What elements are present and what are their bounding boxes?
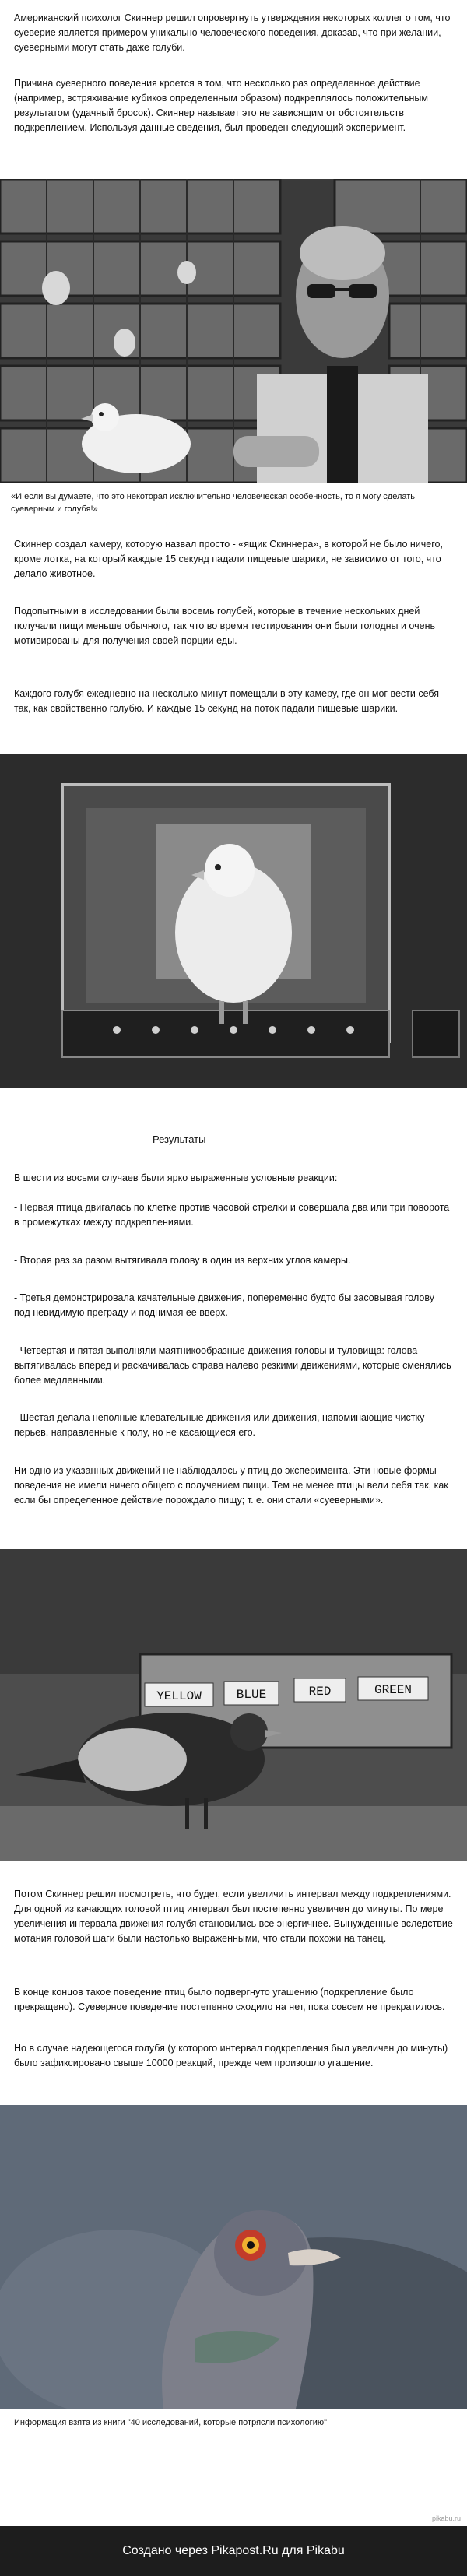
subjects-paragraph: Подопытными в исследовании были восемь голубей, которые в течение нескольких дней получали пищи меньше обычного, так что во время тестирования они были голодны и очень мотивированы для получения своей порции еды. (14, 606, 435, 646)
conclusion-paragraph: Ни одно из указанных движений не наблюдалось у птиц до эксперимента. Эти новые формы поведения не имели ничего общего с получением пищи. Тем не менее птицы вели себя так, как если бы определенное действие порождало пищу; т. е. они стали «суеверными». (14, 1465, 448, 1506)
watermark-text: pikabu.ru (431, 2514, 461, 2522)
procedure-paragraph: Каждого голубя ежедневно на несколько минут помещали в эту камеру, где он мог вести себя так, как свойственно голубю. И каждые 15 секунд на поток падали пищевые шарики. (14, 688, 440, 714)
photo-caption: «И если вы думаете, что это некоторая исключительно человеческая особенность, то я могу сделать суеверным и голубя!» (11, 492, 416, 514)
results-heading: Результаты (153, 1133, 206, 1145)
label-green: GREEN (374, 1683, 413, 1697)
extinction-paragraph: В конце концов такое поведение птиц было подвергнуто угашению (подкрепление было прекращено). Суеверное поведение постепенно сходило на нет, пока совсем не прекратилось. (14, 1987, 445, 2012)
result-item-1: - Первая птица двигалась по клетке против часовой стрелки и совершала два или три поворота в промежутках между подкреплениями. (14, 1202, 450, 1228)
label-blue: BLUE (236, 1688, 267, 1702)
pigeon-closeup-photo (0, 2105, 467, 2409)
footer-banner[interactable] (0, 2526, 467, 2576)
hopeful-paragraph: Но в случае надеющегося голубя (у которого интервал подкрепления был увеличен до минуты) было зафиксировано свыше 10000 реакций, прежде чем произошло угашение. (14, 2043, 448, 2068)
result-item-4: - Четвертая и пятая выполняли маятникообразные движения головы и туловища: голова вытягивалась вперед и раскачивалась справа налево резкими движениями, которые сменялись более медленными. (14, 1345, 451, 1386)
result-item-5: - Шестая делала неполные клевательные движения или движения, напоминающие чистку перьев, направленные к полу, но не касающиеся его. (14, 1412, 425, 1438)
box-paragraph: Скиннер создал камеру, которую назвал просто - «ящик Скиннера», в которой не было ничего, кроме лотка, на который каждые 15 секунд падали пищевые шарики, не зависимо от того, что делало животное. (14, 539, 443, 579)
label-red: RED (308, 1685, 332, 1699)
skinner-box-photo (0, 754, 467, 1088)
result-item-3: - Третья демонстрировала качательные движения, попеременно будто бы засовывая голову под невидимую преграду и поднимая ее вверх. (14, 1292, 434, 1318)
color-test-photo (0, 1549, 467, 1861)
results-intro: В шести из восьми случаев были ярко выраженные условные реакции: (14, 1172, 338, 1183)
footer-text[interactable]: Создано через Pikapost.Ru для Pikabu (122, 2544, 345, 2557)
source-note: Информация взята из книги "40 исследований, которые потрясли психологию" (14, 2418, 327, 2427)
interval-paragraph: Потом Скиннер решил посмотреть, что будет, если увеличить интервал между подкреплениями. Для одной из качающих головой птиц интервал был постепенно увеличен до минуты. По мере увеличения интервала движения голубя становились все энергичнее. Вынужденные вследствие мотания головой шаги были настолько выраженными, что стали похожи на танец. (14, 1889, 453, 1944)
label-yellow: YELLOW (156, 1689, 202, 1703)
skinner-photo (0, 179, 467, 483)
cause-paragraph: Причина суеверного поведения кроется в том, что несколько раз определенное действие (например, встряхивание кубиков определенным образом) подкреплялось положительным результатом (удачный бросок). Скиннер называет это не зависящим от обстоятельств подкреплением. Используя данные сведения, был проведен следующий эксперимент. (14, 78, 428, 133)
result-item-2: - Вторая раз за разом вытягивала голову в один из верхних углов камеры. (14, 1255, 351, 1266)
intro-paragraph: Американский психолог Скиннер решил опровергнуть утверждения некоторых коллег о том, что суеверие является примером уникально человеческого поведения, доказав, что при желании, суеверными могут стать даже голуби. (14, 12, 451, 53)
